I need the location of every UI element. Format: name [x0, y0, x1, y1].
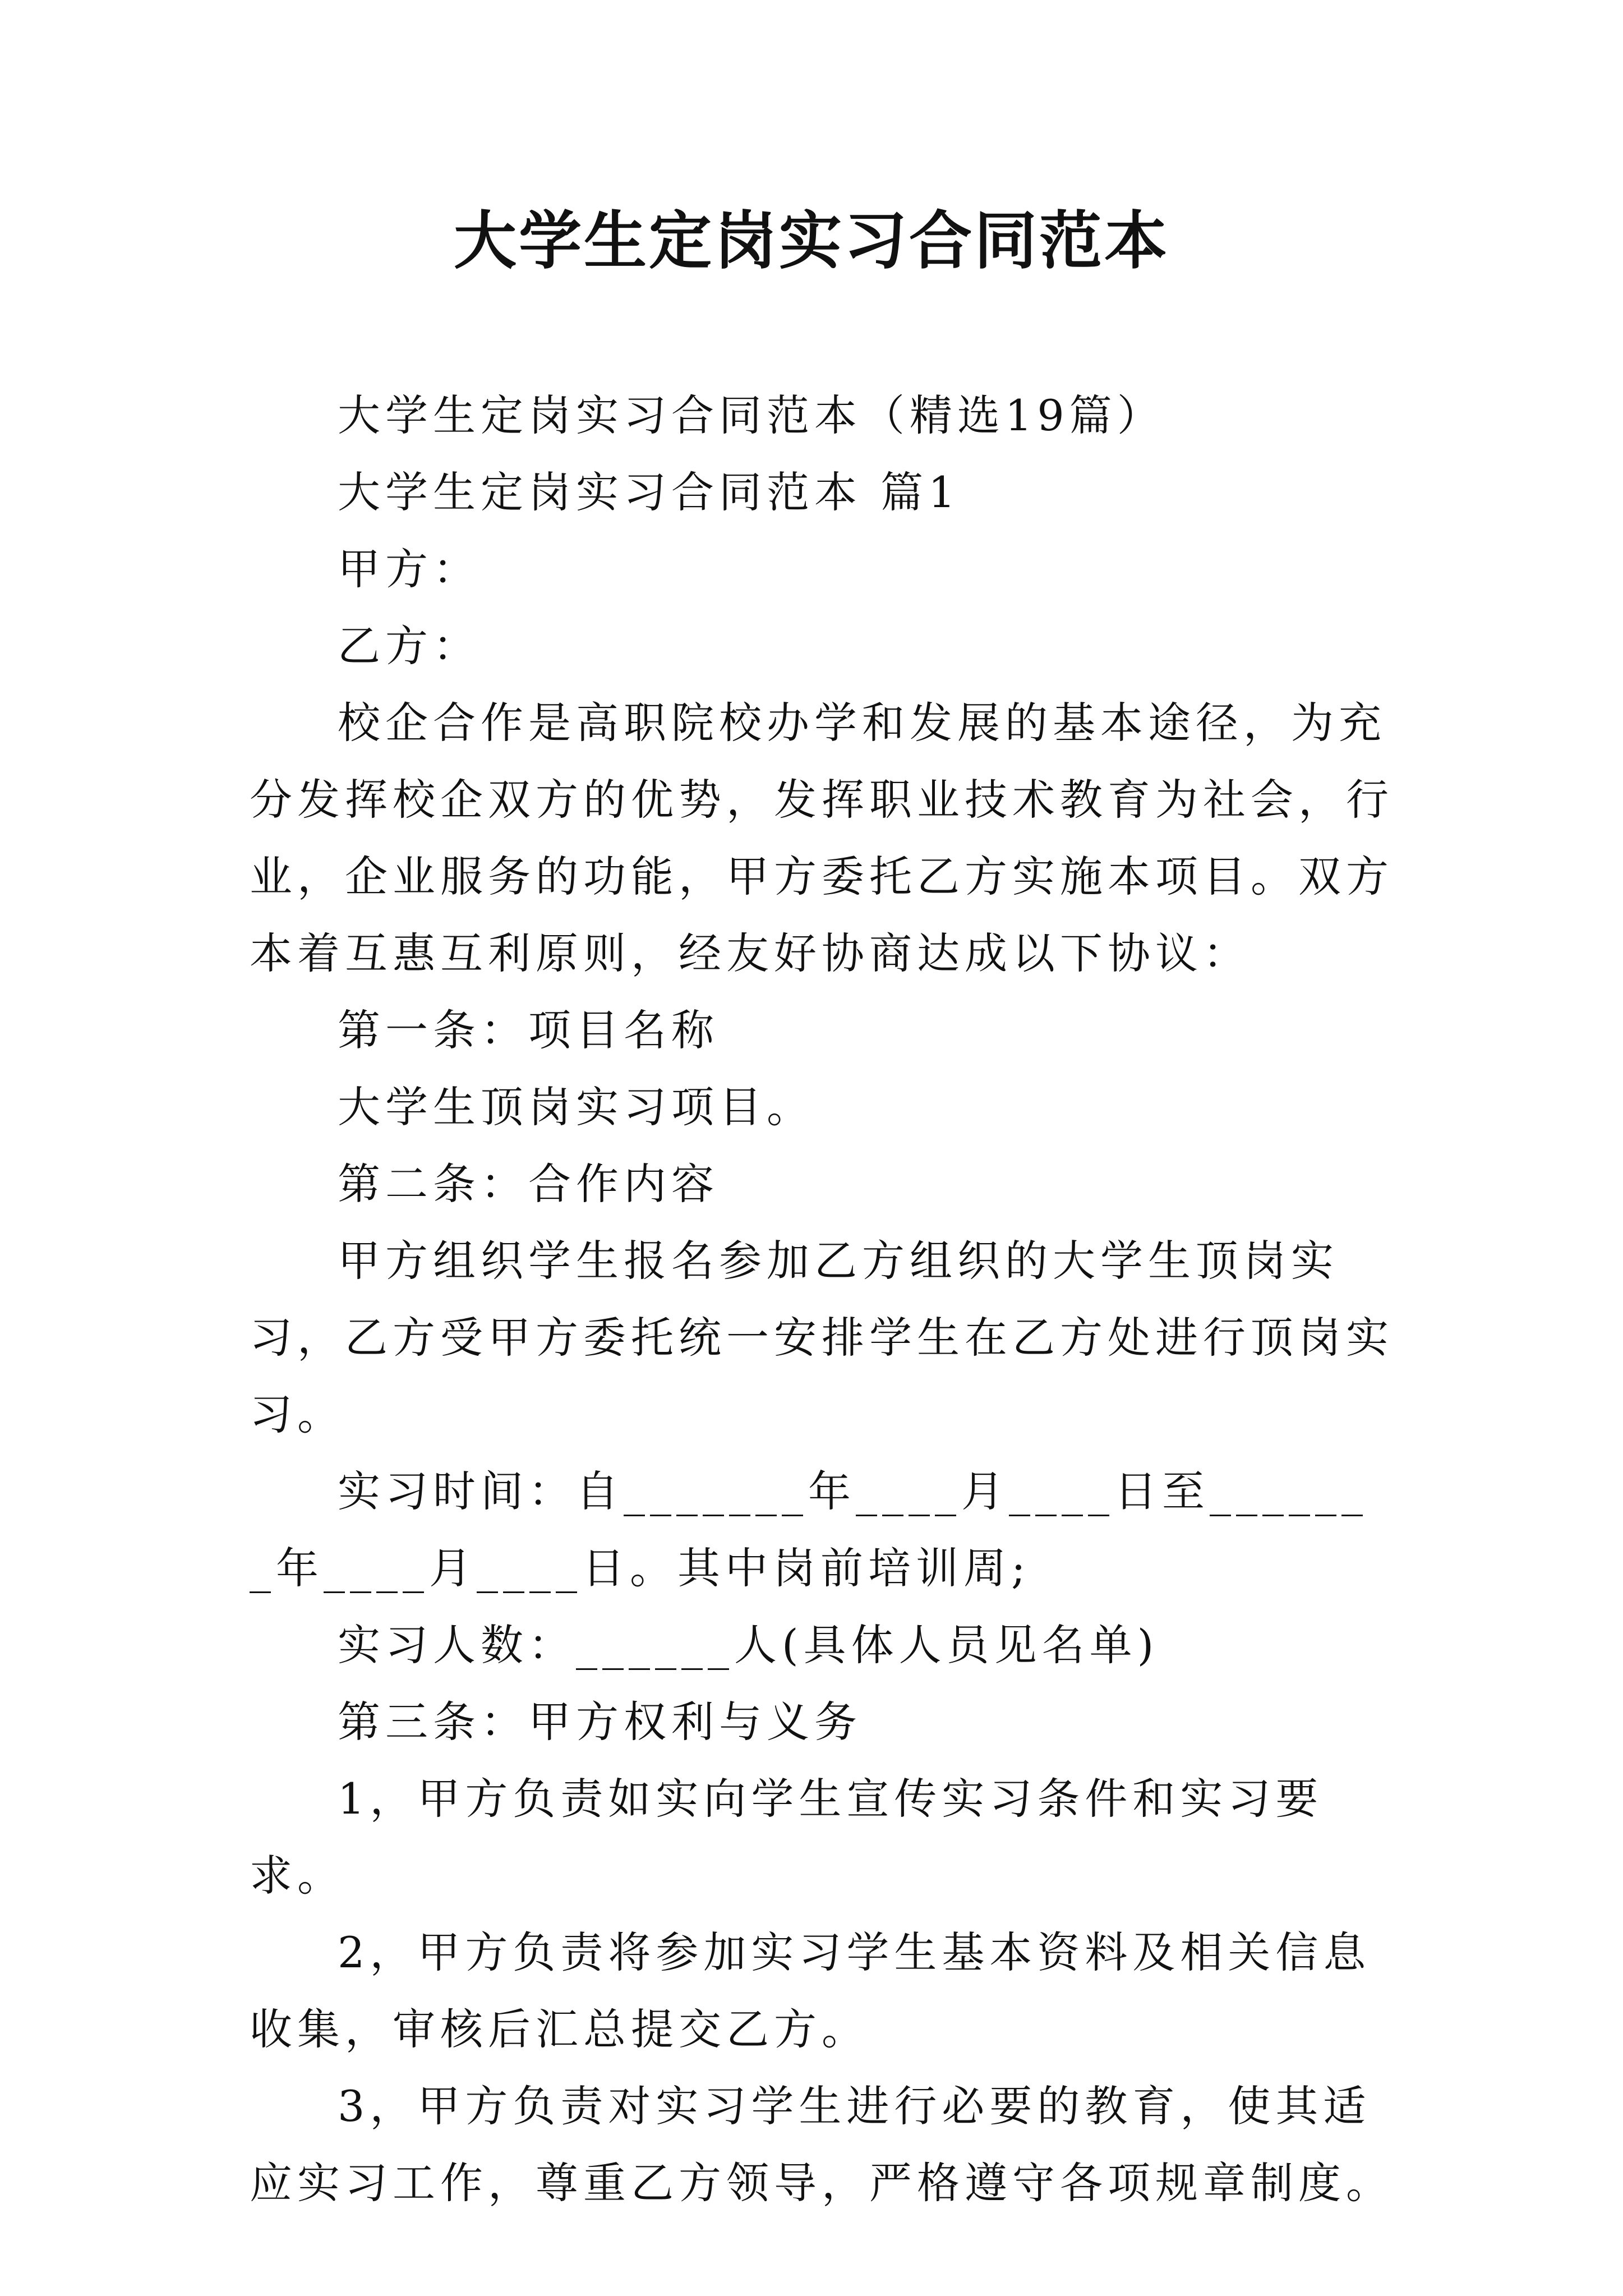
- paragraph-article-2-body: 甲方组织学生报名参加乙方组织的大学生顶岗实习，乙方受甲方委托统一安排学生在乙方处进行顶岗实习。: [250, 1236, 1394, 1439]
- paragraph-preamble: 校企合作是高职院校办学和发展的基本途径，为充分发挥校企双方的优势，发挥职业技术教育为社会，行业，企业服务的功能，甲方委托乙方实施本项目。双方本着互惠互利原则，经友好协商达成以下协议：: [250, 698, 1394, 978]
- paragraph-internship-count: 实习人数：______人(具体人员见名单): [338, 1620, 1159, 1670]
- paragraph-section-heading: 大学生定岗实习合同范本 篇1: [338, 467, 961, 517]
- paragraph-article-1-body: 大学生顶岗实习项目。: [338, 1082, 814, 1132]
- paragraph-clause-2: 2，甲方负责将参加实习学生基本资料及相关信息收集，审核后汇总提交乙方。: [250, 1927, 1371, 2054]
- paragraph-internship-time: 实习时间：自_______年____月____日至_______年____月____日。其中岗前培训周;: [250, 1466, 1368, 1593]
- document-body: [250, 377, 1394, 2221]
- paragraph-article-2-heading: 第二条：合作内容: [338, 1159, 719, 1209]
- paragraph-clause-3: 3，甲方负责对实习学生进行必要的教育，使其适应实习工作，尊重乙方领导，严格遵守各项规章制度。: [250, 2081, 1394, 2208]
- document-title: 大学生定岗实习合同范本: [454, 204, 1169, 278]
- paragraph-subtitle: 大学生定岗实习合同范本（精选19篇）: [338, 390, 1165, 440]
- paragraph-article-1-heading: 第一条：项目名称: [338, 1005, 719, 1055]
- paragraph-party-a: 甲方：: [338, 544, 481, 594]
- paragraph-clause-1: 1，甲方负责如实向学生宣传实习条件和实习要求。: [250, 1774, 1324, 1901]
- paragraph-article-3-heading: 第三条：甲方权利与义务: [338, 1697, 862, 1747]
- paragraph-party-b: 乙方：: [338, 621, 481, 671]
